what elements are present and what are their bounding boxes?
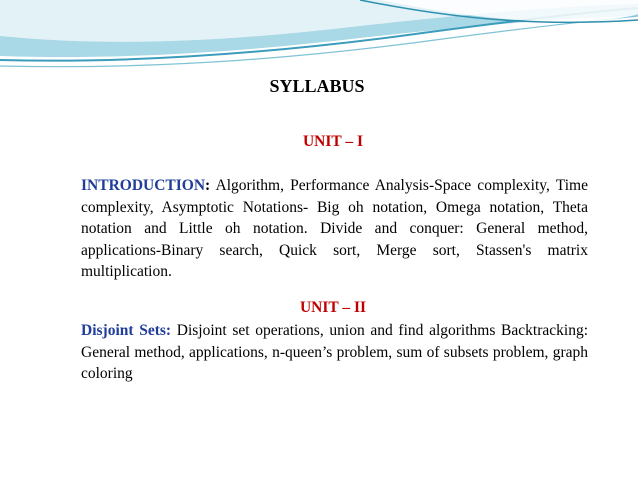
unit-2-lead: Disjoint Sets:: [81, 322, 172, 339]
slide-title-text: SYLLABUS: [269, 76, 365, 96]
unit-1-body: Algorithm, Performance Analysis-Space complexity, Time complexity, Asymptotic Notations- Big oh notation, Omega notation, Theta notation and Little oh notation. Divide and conquer: General method, applications-Binary search, Quick sort, Merge sort, Stassen's matrix multiplication.: [81, 177, 588, 280]
unit-1-lead-colon: :: [205, 177, 211, 194]
unit-1-lead: INTRODUCTION: [81, 177, 206, 194]
unit-1-heading: UNIT – I: [302, 133, 363, 150]
header-wave-decoration: [0, 0, 638, 80]
unit-2-body: Disjoint set operations, union and find algorithms Backtracking: General method, applications, n-queen’s problem, sum of subsets problem, graph coloring: [81, 322, 588, 382]
unit-1-paragraph: [81, 175, 588, 283]
unit-2-paragraph: [81, 320, 588, 385]
unit-2-heading: UNIT – II: [299, 299, 367, 316]
slide-title: [0, 76, 638, 97]
